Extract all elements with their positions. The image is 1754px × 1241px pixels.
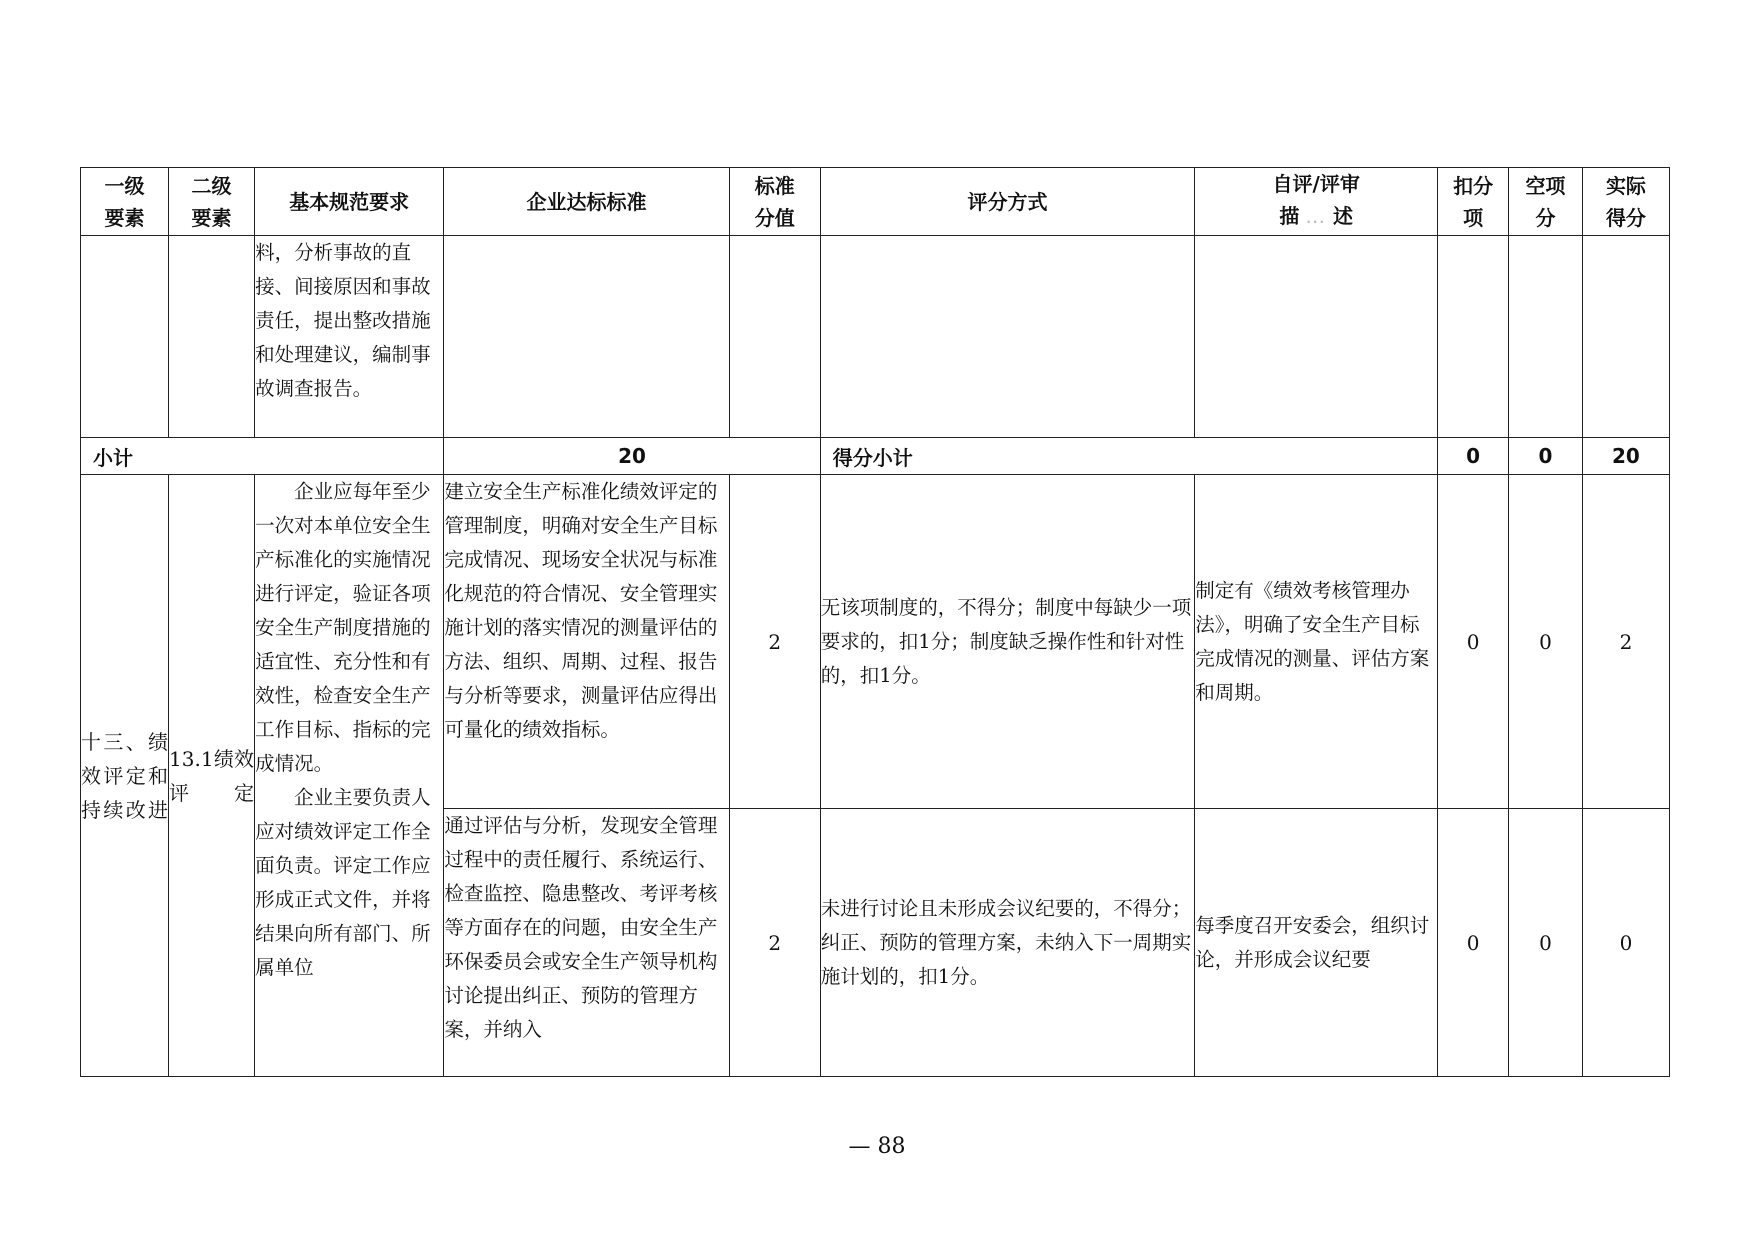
basic-requirement-p1: 企业应每年至少一次对本单位安全生产标准化的实施情况进行评定，验证各项安全生产制度措施的适宜性、充分性和有效性，检查安全生产工作目标、指标的完成情况。	[255, 480, 431, 775]
subtotal-deduction: 0	[1438, 438, 1509, 475]
continuation-row	[81, 236, 1670, 438]
subtotal-actual: 20	[1582, 438, 1669, 475]
basic-requirement-p2: 企业主要负责人应对绩效评定工作全面负责。评定工作应形成正式文件，并将结果向所有部门、所属单位	[255, 786, 431, 979]
level1-element: 十三、绩效评定和持续改进	[81, 475, 169, 1077]
subtotal-standard-score: 20	[444, 438, 820, 475]
standard-score: 2	[729, 809, 820, 1077]
actual-score: 0	[1582, 809, 1669, 1077]
subtotal-empty-item: 0	[1509, 438, 1583, 475]
cont-score-cell	[729, 236, 820, 438]
scoring-method: 未进行讨论且未形成会议纪要的，不得分；纠正、预防的管理方案，未纳入下一周期实施计划的，扣1分。	[820, 809, 1194, 1077]
scoring-method: 无该项制度的，不得分；制度中每缺少一项要求的，扣1分；制度缺乏操作性和针对性的，扣1分。	[820, 475, 1194, 809]
cont-method-cell	[820, 236, 1194, 438]
basic-requirement	[255, 475, 444, 1077]
cont-level1-cell	[81, 236, 169, 438]
header-enterprise-standard: 企业达标标准	[444, 168, 729, 236]
actual-score: 2	[1582, 475, 1669, 809]
empty-item: 0	[1509, 475, 1583, 809]
header-scoring-method: 评分方式	[820, 168, 1194, 236]
page-number: — 88	[848, 1134, 906, 1159]
standard-score: 2	[729, 475, 820, 809]
cont-deduction-cell	[1438, 236, 1509, 438]
cont-self-eval-cell	[1195, 236, 1438, 438]
table-row	[81, 475, 1670, 809]
empty-item: 0	[1509, 809, 1583, 1077]
subtotal-score-label: 得分小计	[820, 438, 1437, 475]
subtotal-row	[81, 438, 1670, 475]
header-basic-requirement: 基本规范要求	[255, 168, 444, 236]
deduction: 0	[1438, 809, 1509, 1077]
header-level1: 一级 要素	[81, 168, 169, 236]
level2-element: 13.1绩效评定	[169, 475, 255, 1077]
subtotal-label: 小计	[81, 438, 444, 475]
cont-basic-requirement: 料，分析事故的直接、间接原因和事故责任，提出整改措施和处理建议，编制事故调查报告。	[255, 236, 444, 438]
cont-level2-cell	[169, 236, 255, 438]
header-empty-item: 空项 分	[1509, 168, 1583, 236]
cont-empty-cell	[1509, 236, 1583, 438]
enterprise-standard: 建立安全生产标准化绩效评定的管理制度，明确对安全生产目标完成情况、现场安全状况与标准化规范的符合情况、安全管理实施计划的落实情况的测量评估的方法、组织、周期、过程、报告与分析等要求，测量评估应得出可量化的绩效指标。	[444, 475, 729, 809]
evaluation-table	[80, 167, 1670, 1077]
cont-standard-cell	[444, 236, 729, 438]
header-standard-score: 标准 分值	[729, 168, 820, 236]
self-evaluation: 制定有《绩效考核管理办法》，明确了安全生产目标完成情况的测量、评估方案和周期。	[1195, 475, 1438, 809]
header-actual-score: 实际 得分	[1582, 168, 1669, 236]
self-evaluation: 每季度召开安委会，组织讨论，并形成会议纪要	[1195, 809, 1438, 1077]
header-self-evaluation: 自评/评审 描 ... 述	[1195, 168, 1438, 236]
header-row	[81, 168, 1670, 236]
header-level2: 二级 要素	[169, 168, 255, 236]
enterprise-standard: 通过评估与分析，发现安全管理过程中的责任履行、系统运行、检查监控、隐患整改、考评考核等方面存在的问题，由安全生产环保委员会或安全生产领导机构讨论提出纠正、预防的管理方案，并纳入	[444, 809, 729, 1077]
cont-actual-cell	[1582, 236, 1669, 438]
deduction: 0	[1438, 475, 1509, 809]
header-deduction: 扣分 项	[1438, 168, 1509, 236]
